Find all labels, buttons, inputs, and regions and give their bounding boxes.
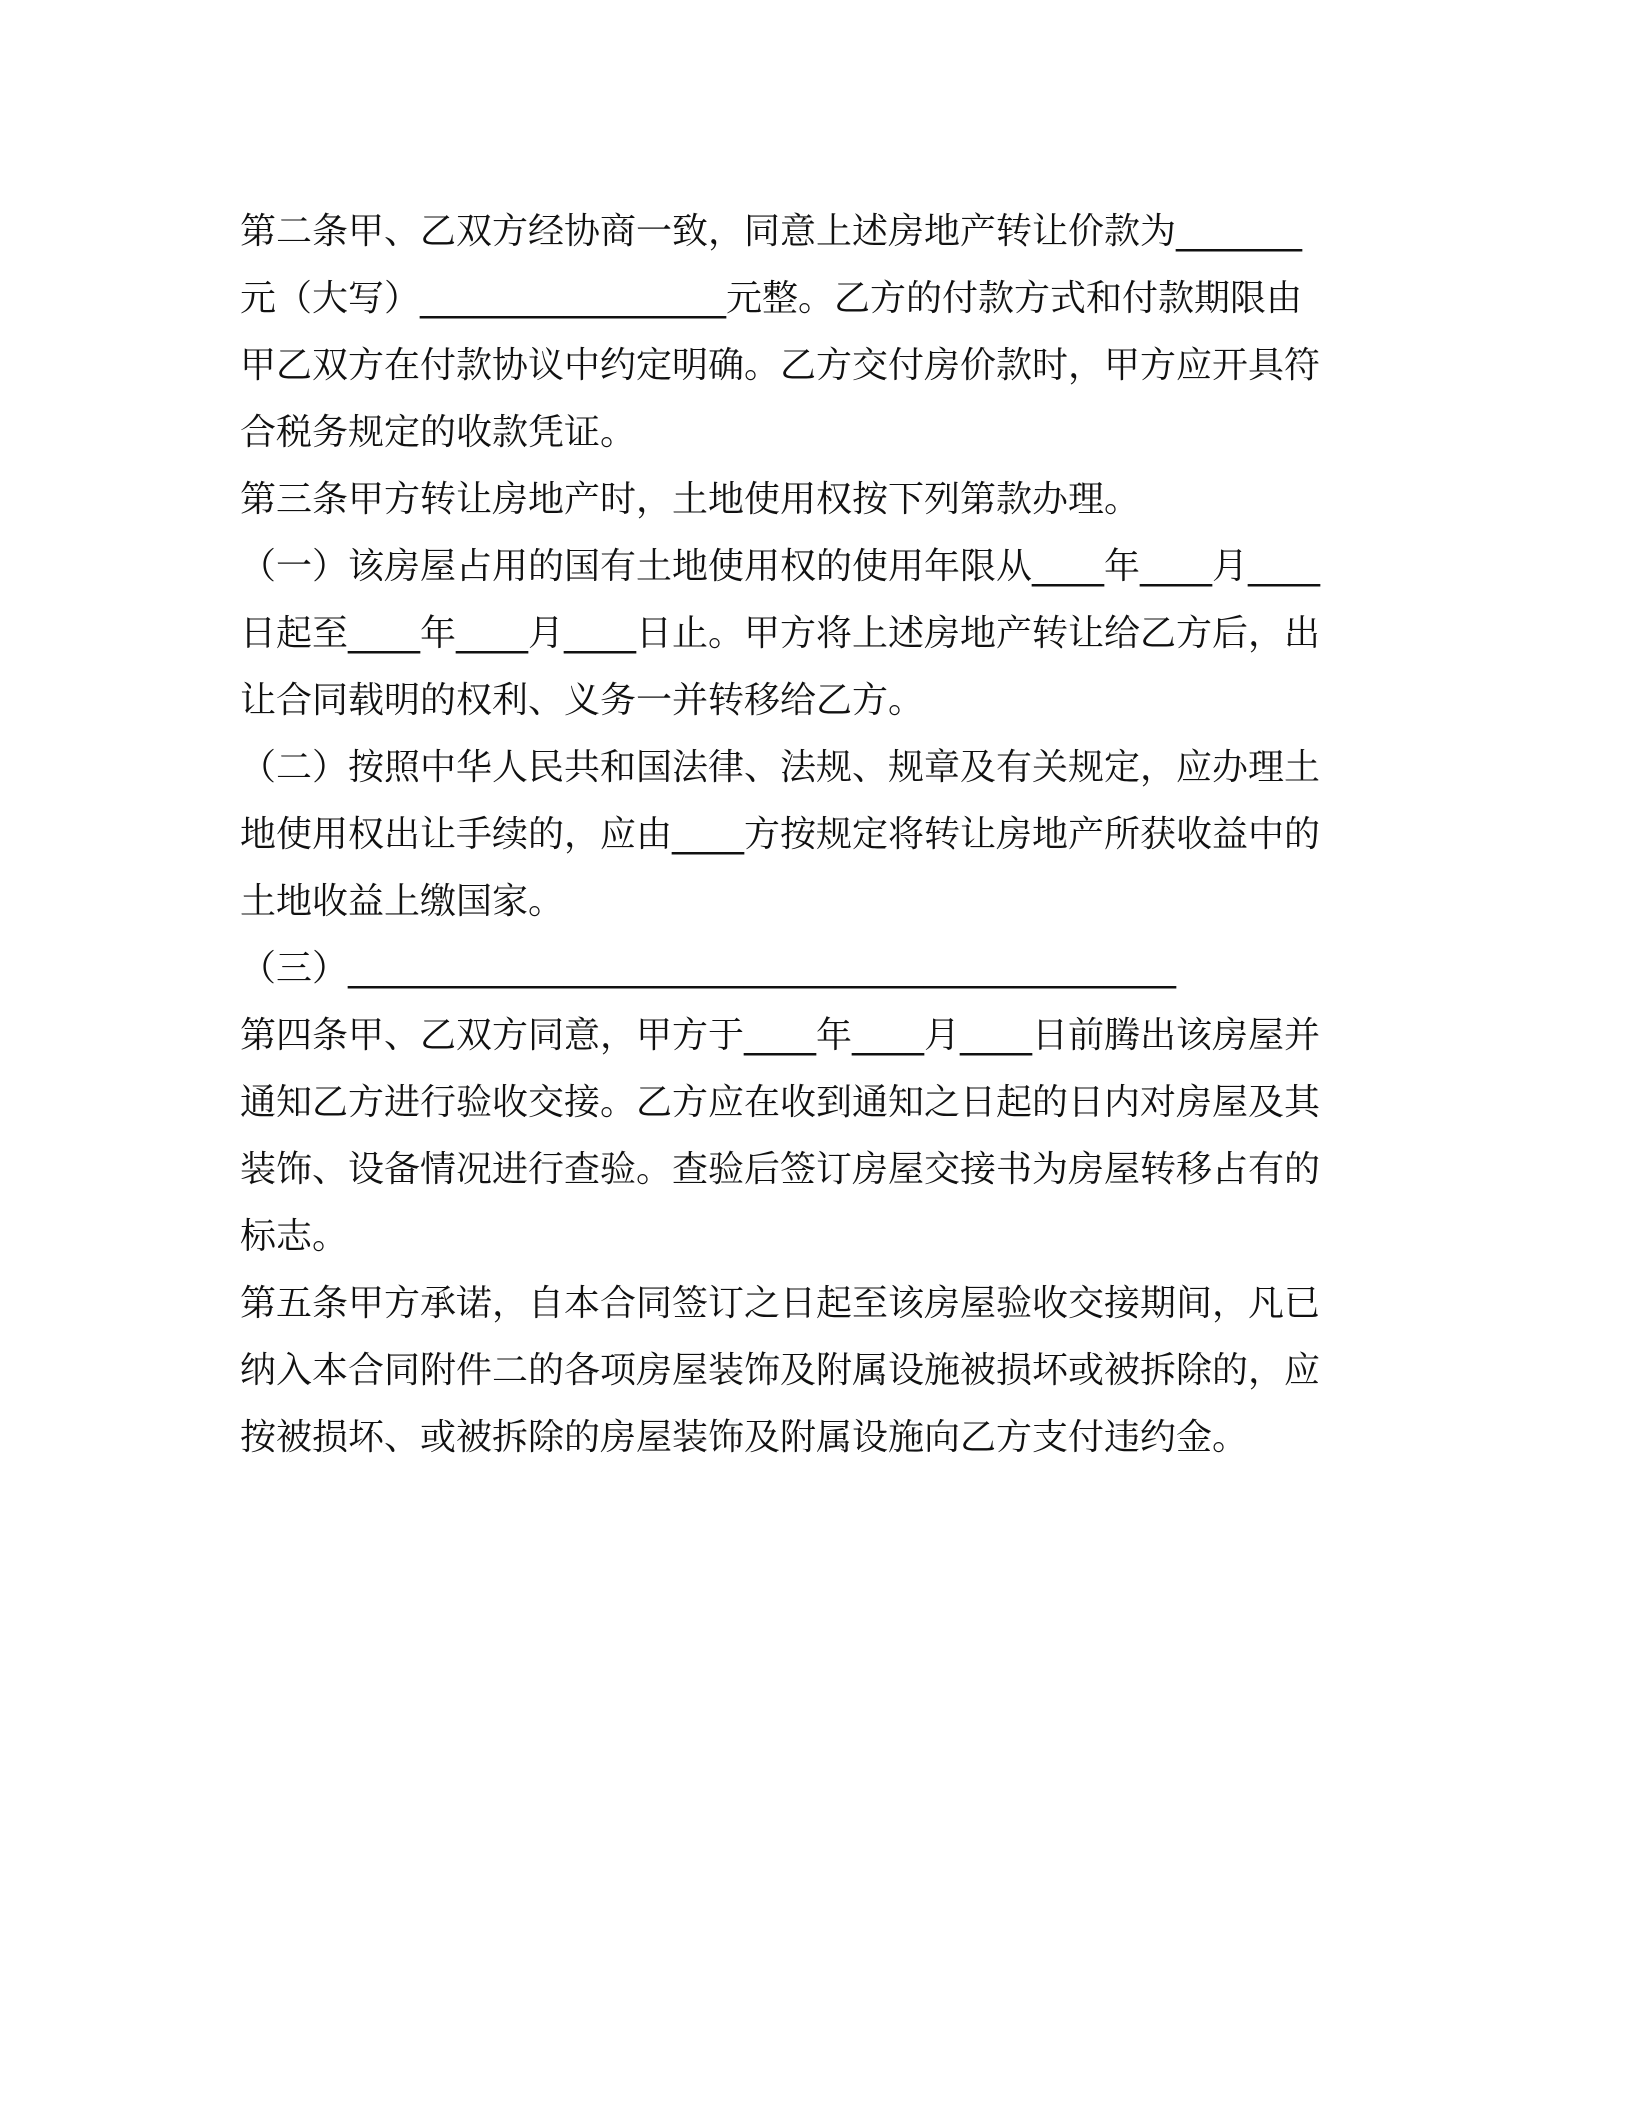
text-line: 土地收益上缴国家。	[240, 881, 565, 922]
text-line: 地使用权出让手续的，应由____方按规定将转让房地产所获收益中的	[240, 814, 1321, 855]
text-line: 日起至____年____月____日止。甲方将上述房地产转让给乙方后，出	[240, 613, 1321, 654]
text-line: 第二条甲、乙双方经协商一致，同意上述房地产转让价款为_______	[240, 211, 1303, 252]
text-line: 第五条甲方承诺，自本合同签订之日起至该房屋验收交接期间，凡已	[240, 1283, 1321, 1324]
text-line: 通知乙方进行验收交接。乙方应在收到通知之日起的日内对房屋及其	[240, 1082, 1321, 1123]
text-line: 纳入本合同附件二的各项房屋装饰及附属设施被损坏或被拆除的，应	[240, 1350, 1321, 1391]
text-line: 让合同载明的权利、义务一并转移给乙方。	[240, 680, 925, 721]
text-line: 甲乙双方在付款协议中约定明确。乙方交付房价款时，甲方应开具符	[240, 345, 1321, 386]
contract-page	[240, 198, 1380, 1471]
text-line: （二）按照中华人民共和国法律、法规、规章及有关规定，应办理土	[240, 747, 1321, 788]
text-line: 元（大写）_________________元整。乙方的付款方式和付款期限由	[240, 278, 1303, 319]
text-line: 合税务规定的收款凭证。	[240, 412, 637, 453]
text-line: 按被损坏、或被拆除的房屋装饰及附属设施向乙方支付违约金。	[240, 1417, 1249, 1458]
text-line: 装饰、设备情况进行查验。查验后签订房屋交接书为房屋转移占有的	[240, 1149, 1321, 1190]
text-line: 标志。	[240, 1216, 349, 1257]
text-line: 第四条甲、乙双方同意，甲方于____年____月____日前腾出该房屋并	[240, 1015, 1321, 1056]
text-line: 第三条甲方转让房地产时，土地使用权按下列第款办理。	[240, 479, 1141, 520]
text-line: （三）______________________________________________	[240, 948, 1177, 989]
text-line: （一）该房屋占用的国有土地使用权的使用年限从____年____月____	[240, 546, 1321, 587]
